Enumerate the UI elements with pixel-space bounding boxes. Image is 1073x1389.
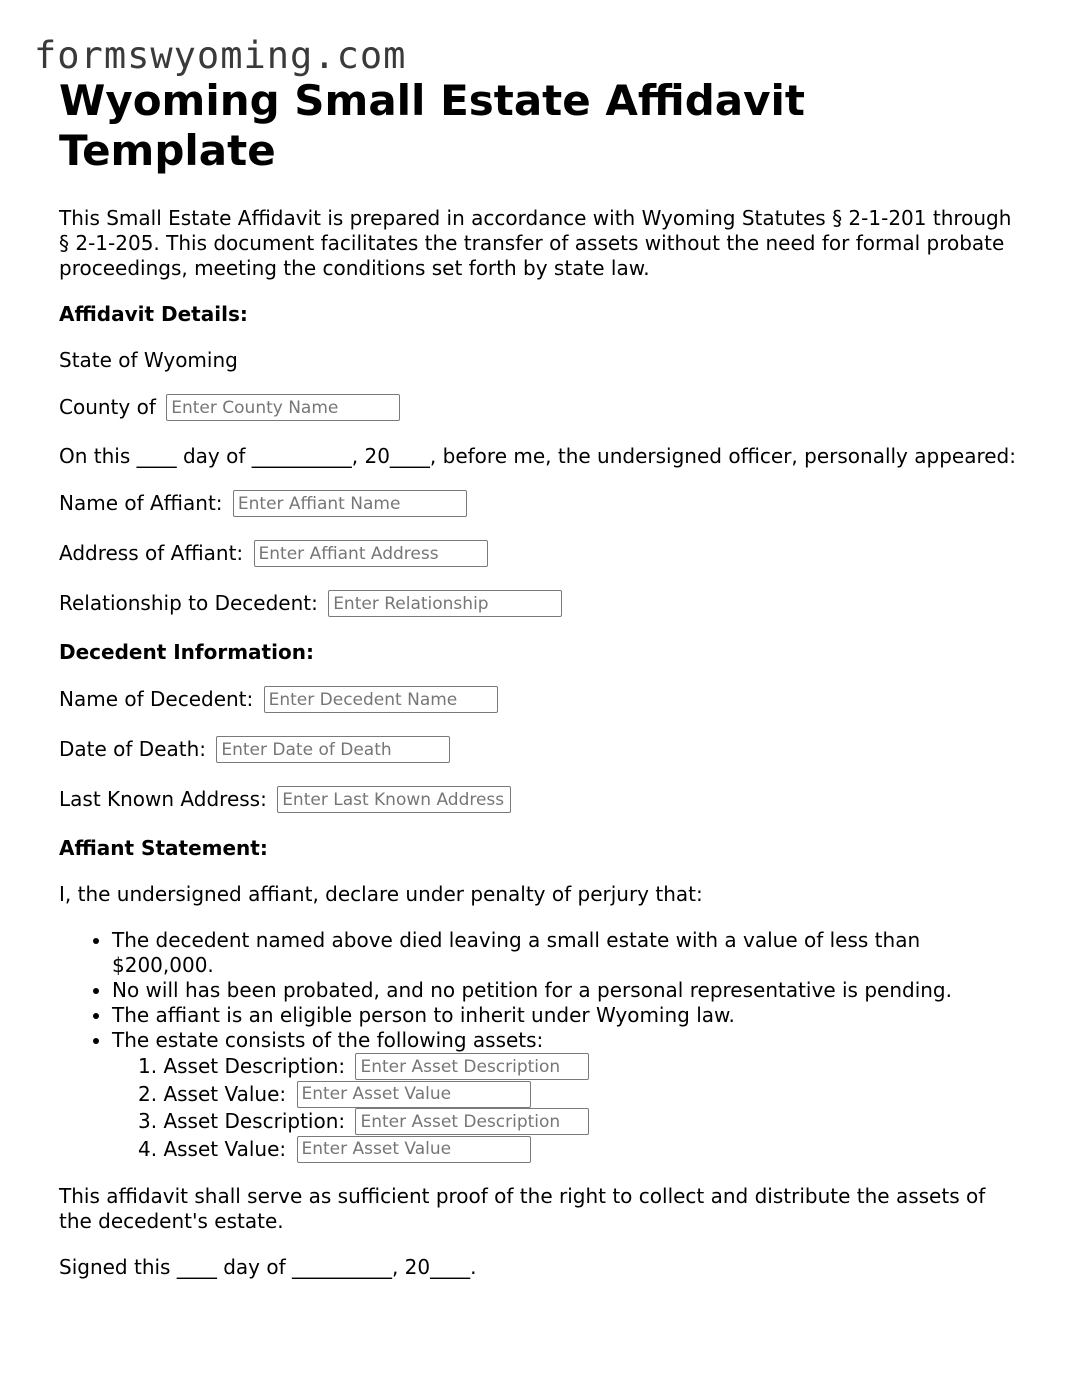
county-row xyxy=(59,394,1019,421)
county-input[interactable] xyxy=(166,394,400,421)
intro-paragraph: This Small Estate Affidavit is prepared in accordance with Wyoming Statutes § 2-1-201 through § 2-1-205. This document facilitates the transfer of assets without the need for formal probate proceedings, meeting the conditions set forth by state law. xyxy=(59,206,1012,280)
closing-paragraph: This affidavit shall serve as sufficient proof of the right to collect and distribute the assets of the decedent's estate. xyxy=(59,1184,986,1233)
relationship-row xyxy=(59,590,1019,617)
appearance-paragraph: On this ____ day of __________, 20____, before me, the undersigned officer, personally appeared: xyxy=(59,444,1016,468)
last-known-address-input[interactable] xyxy=(277,786,511,813)
affiant-name-row xyxy=(59,490,1019,517)
date-of-death-input[interactable] xyxy=(216,736,450,763)
asset-number: 2. xyxy=(138,1081,158,1106)
date-of-death-row xyxy=(59,736,1019,763)
asset-label: Asset Description: xyxy=(163,1109,346,1133)
declaration-list xyxy=(59,928,1019,1163)
list-item: • The affiant is an eligible person to inherit under Wyoming law. xyxy=(112,1003,1019,1028)
asset-label: Asset Value: xyxy=(163,1136,287,1161)
decedent-name-label: Name of Decedent: xyxy=(59,687,254,711)
assets-intro: The estate consists of the following assets: xyxy=(112,1028,544,1052)
decedent-name-row xyxy=(59,686,1019,713)
county-label: County of xyxy=(59,395,156,419)
list-item: • The decedent named above died leaving a small estate with a value of less than $200,000. xyxy=(112,928,1019,978)
asset-value-input-2[interactable] xyxy=(297,1136,531,1163)
asset-item xyxy=(112,1136,1019,1164)
affiant-address-input[interactable] xyxy=(254,540,488,567)
affidavit-details-heading: Affidavit Details: xyxy=(59,302,248,326)
asset-item xyxy=(112,1108,1019,1136)
asset-number: 4. xyxy=(138,1136,158,1161)
affiant-address-row xyxy=(59,540,1019,567)
asset-value-input-1[interactable] xyxy=(297,1081,531,1108)
affiant-name-label: Name of Affiant: xyxy=(59,491,223,515)
asset-description-input-1[interactable] xyxy=(355,1053,589,1080)
signed-line: Signed this ____ day of __________, 20____. xyxy=(59,1255,477,1279)
asset-number: 3. xyxy=(138,1109,158,1133)
asset-number: 1. xyxy=(138,1054,158,1078)
asset-label: Asset Value: xyxy=(163,1081,287,1106)
list-item xyxy=(112,1028,1019,1163)
date-of-death-label: Date of Death: xyxy=(59,737,207,761)
decedent-name-input[interactable] xyxy=(264,686,498,713)
last-known-address-row xyxy=(59,786,1019,813)
assets-list xyxy=(112,1053,1019,1163)
affiant-name-input[interactable] xyxy=(233,490,467,517)
relationship-input[interactable] xyxy=(328,590,562,617)
declaration-text: I, the undersigned affiant, declare under penalty of perjury that: xyxy=(59,882,703,906)
site-watermark: formswyoming.com xyxy=(34,34,407,77)
last-known-address-label: Last Known Address: xyxy=(59,787,267,811)
state-line: State of Wyoming xyxy=(59,348,238,372)
asset-item xyxy=(112,1081,1019,1109)
asset-item xyxy=(112,1053,1019,1081)
affiant-statement-heading: Affiant Statement: xyxy=(59,836,268,860)
list-item: • No will has been probated, and no petition for a personal representative is pending. xyxy=(112,978,1019,1003)
asset-label: Asset Description: xyxy=(163,1054,346,1078)
document-body xyxy=(59,76,1019,1301)
decedent-information-heading: Decedent Information: xyxy=(59,640,314,664)
relationship-label: Relationship to Decedent: xyxy=(59,591,318,615)
affiant-address-label: Address of Affiant: xyxy=(59,541,244,565)
asset-description-input-2[interactable] xyxy=(355,1108,589,1135)
page-title: Wyoming Small Estate Affidavit Template xyxy=(59,76,805,175)
